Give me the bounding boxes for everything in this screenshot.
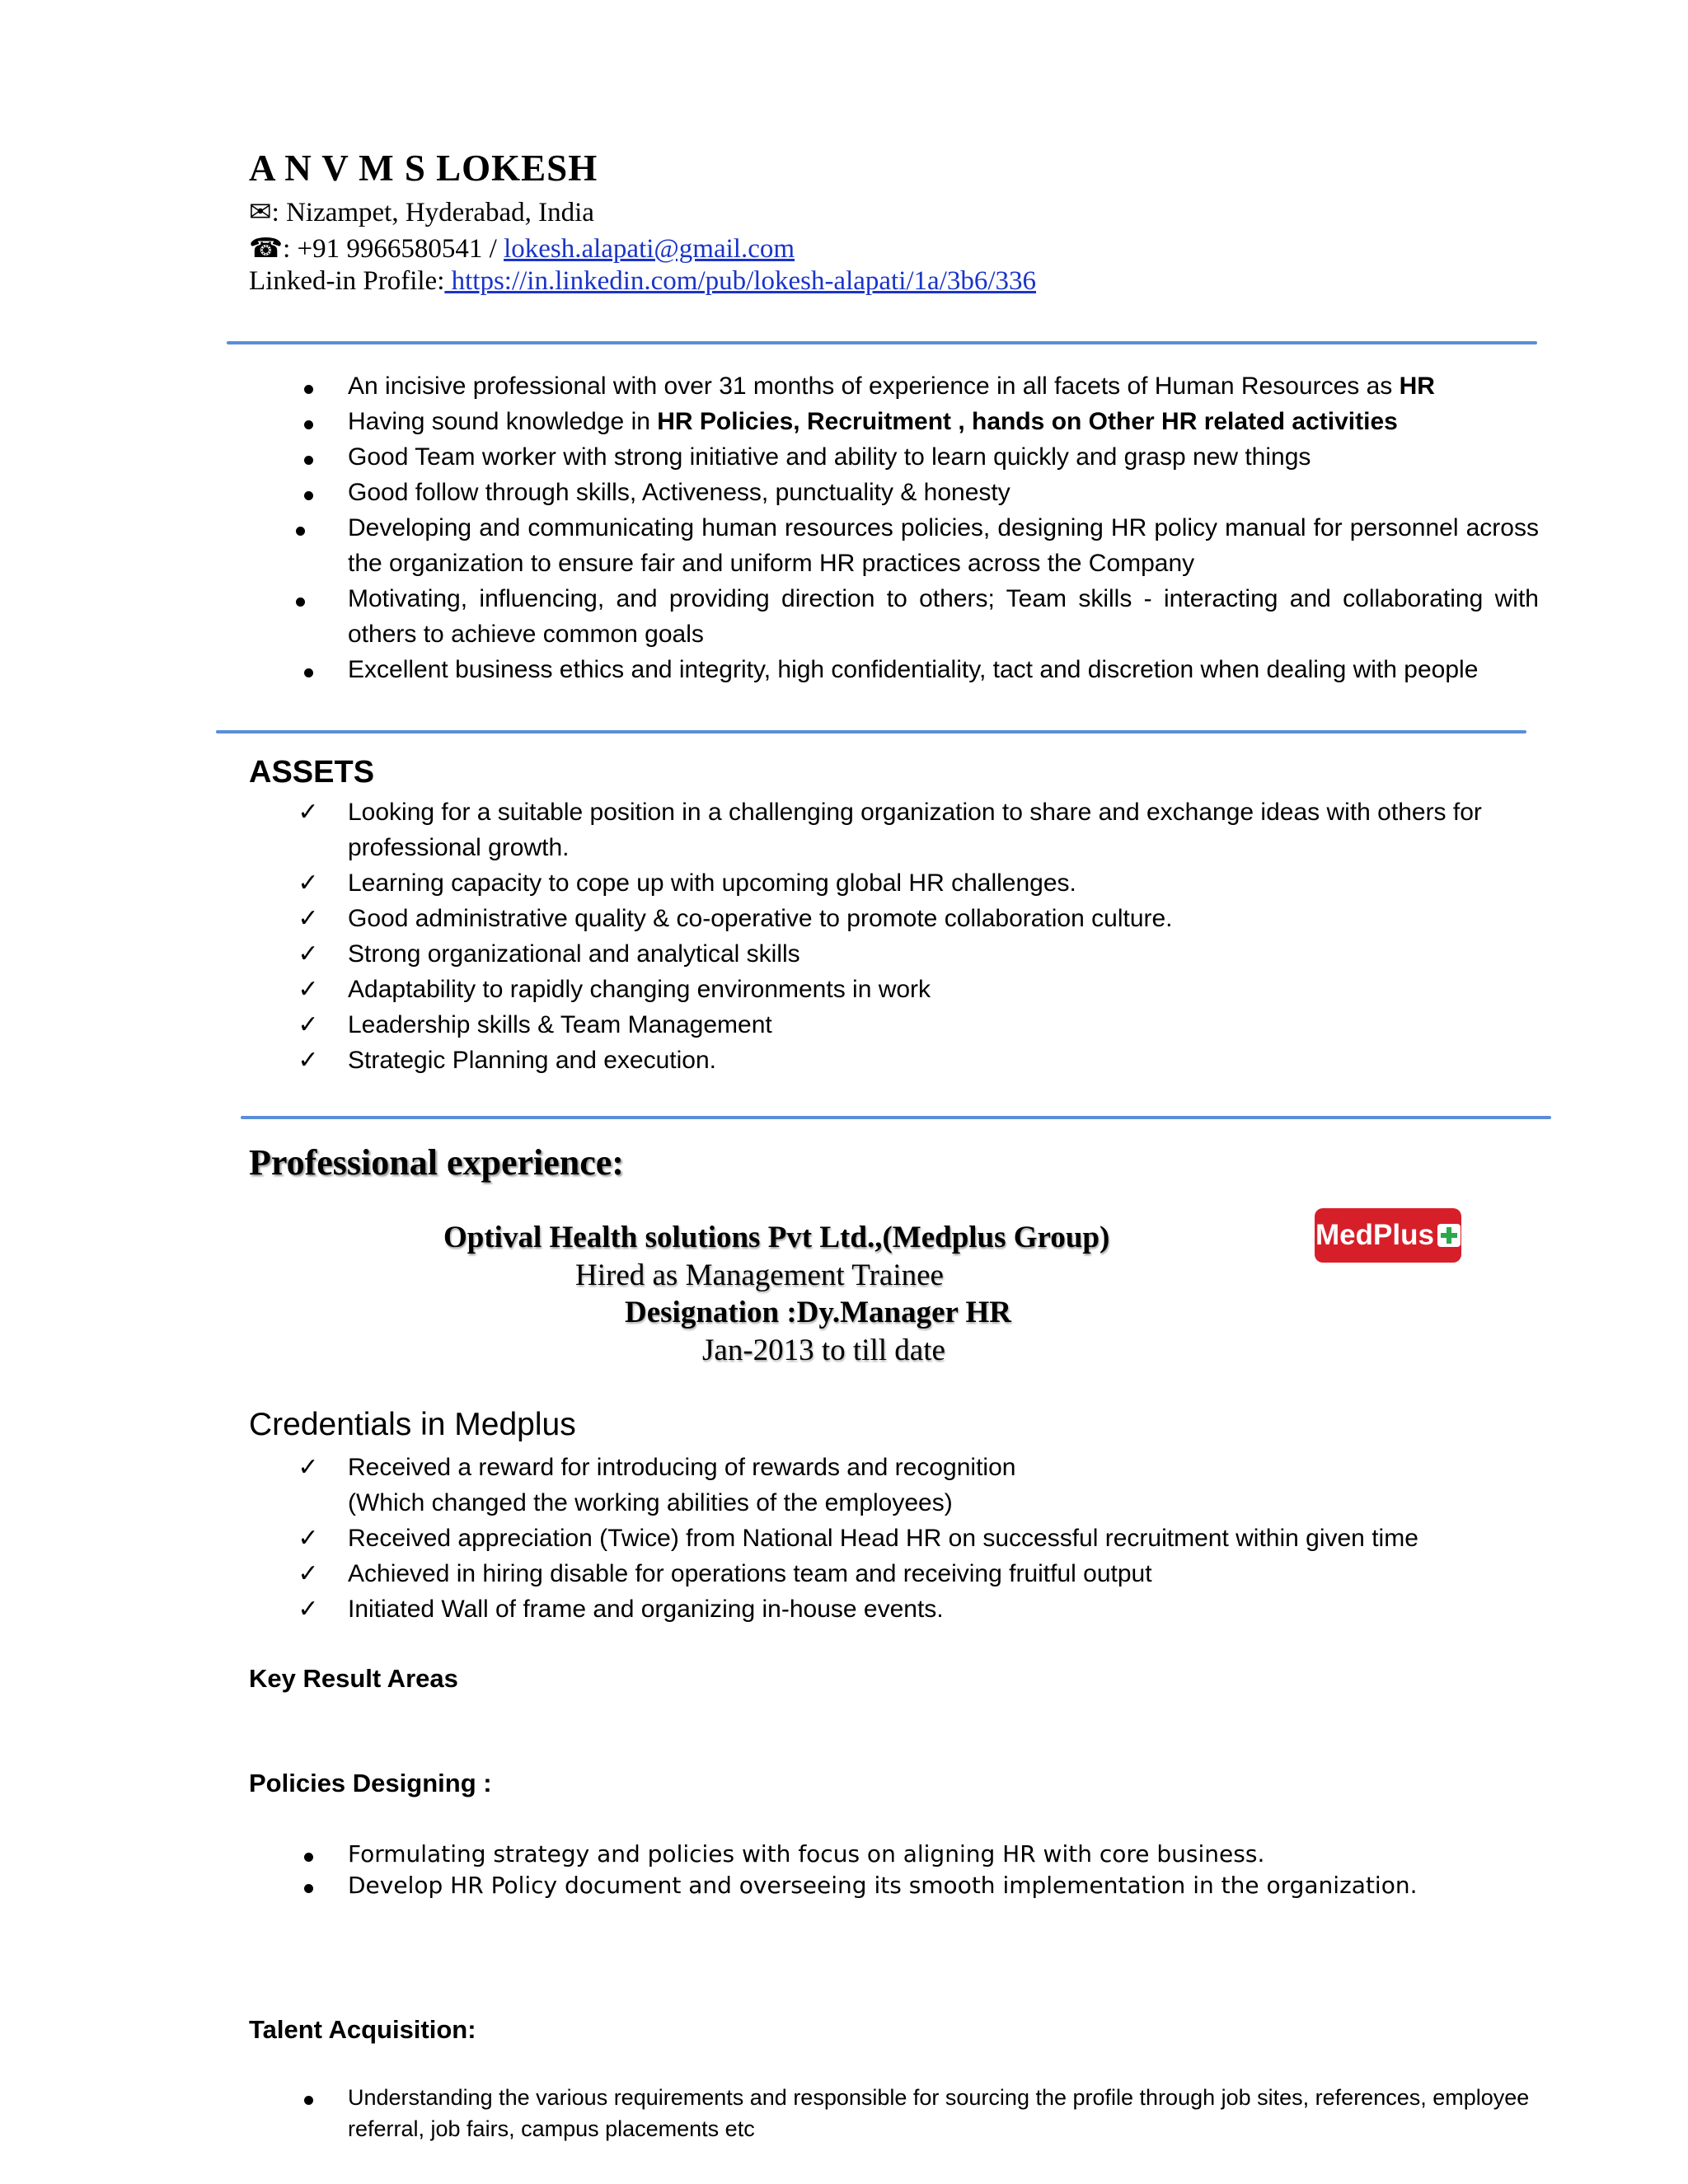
policies-list: [249, 1839, 1539, 1901]
list-item: Excellent business ethics and integrity, high confidentiality, tact and discretion when dealing with people: [249, 652, 1539, 687]
telephone-icon: ☎: [249, 234, 284, 264]
list-item: ✓ Leadership skills & Team Management: [249, 1007, 1539, 1043]
list-item: ✓ Strategic Planning and execution.: [249, 1043, 1539, 1078]
hired-as: Hired as Management Trainee: [575, 1258, 944, 1292]
list-item: An incisive professional with over 31 months of experience in all facets of Human Resources as HR: [249, 368, 1539, 404]
talent-list: [249, 2082, 1539, 2144]
divider: [227, 341, 1537, 344]
checkmark-icon: ✓: [298, 976, 319, 1003]
linkedin-link[interactable]: https://in.linkedin.com/pub/lokesh-alapati/1a/3b6/336: [444, 266, 1037, 296]
credentials-heading: Credentials in Medplus: [249, 1407, 576, 1442]
list-item: ✓ Learning capacity to cope up with upcoming global HR challenges.: [249, 865, 1539, 901]
summary-list: [249, 368, 1539, 687]
list-item: Motivating, influencing, and providing direction to others; Team skills - interacting and collaborating with others to achieve common goals: [249, 581, 1539, 652]
experience-heading: Professional experience:: [249, 1142, 624, 1183]
linkedin-line: [249, 266, 1036, 297]
list-item: Good Team worker with strong initiative and ability to learn quickly and grasp new things: [249, 439, 1539, 475]
linkedin-label: Linked-in Profile:: [249, 266, 445, 296]
checkmark-icon: ✓: [298, 1560, 319, 1587]
list-item: ✓ Adaptability to rapidly changing environments in work: [249, 972, 1539, 1007]
envelope-icon: ✉: [249, 198, 272, 227]
plus-icon: [1437, 1224, 1461, 1247]
address-line: [249, 195, 594, 228]
checkmark-icon: ✓: [298, 1011, 319, 1038]
checkmark-icon: ✓: [298, 869, 319, 897]
checkmark-icon: ✓: [298, 1596, 319, 1623]
assets-heading: ASSETS: [249, 755, 375, 790]
email-link[interactable]: lokesh.alapati@gmail.com: [504, 234, 795, 264]
divider: [216, 730, 1526, 733]
list-item: ✓ Received a reward for introducing of rewards and recognition: [249, 1450, 1539, 1485]
list-item: ✓ Good administrative quality & co-operative to promote collaboration culture.: [249, 901, 1539, 936]
bullet-icon: [296, 527, 305, 536]
list-item: Understanding the various requirements and responsible for sourcing the profile through job sites, references, employee referral, job fairs, campus placements etc: [249, 2082, 1539, 2144]
list-item: Having sound knowledge in HR Policies, Recruitment , hands on Other HR related activities: [249, 404, 1539, 439]
bullet-icon: [304, 1853, 313, 1862]
checkmark-icon: ✓: [298, 1525, 319, 1552]
list-item: Formulating strategy and policies with focus on aligning HR with core business.: [249, 1839, 1539, 1870]
list-item: ✓ Strong organizational and analytical skills: [249, 936, 1539, 972]
talent-heading: Talent Acquisition:: [249, 2015, 476, 2044]
bullet-icon: [304, 668, 313, 677]
employment-period: Jan-2013 to till date: [702, 1333, 945, 1367]
list-item: ✓ Looking for a suitable position in a challenging organization to share and exchange ideas with others for professional growth.: [249, 794, 1539, 865]
bullet-icon: [304, 491, 313, 500]
phone-text: : +91 9966580541 /: [283, 234, 504, 264]
policies-heading: Policies Designing :: [249, 1769, 492, 1797]
medplus-logo: MedPlus: [1315, 1208, 1461, 1263]
checkmark-icon: ✓: [298, 905, 319, 932]
list-item: (Which changed the working abilities of the employees): [348, 1489, 953, 1516]
bullet-icon: [304, 420, 313, 429]
list-item: ✓ Received appreciation (Twice) from National Head HR on successful recruitment within given time: [249, 1521, 1539, 1556]
candidate-name: A N V M S LOKESH: [249, 148, 598, 189]
bullet-icon: [304, 385, 313, 394]
checkmark-icon: ✓: [298, 940, 319, 968]
address-text: : Nizampet, Hyderabad, India: [271, 198, 594, 227]
phone-email-line: [249, 232, 795, 265]
designation: Designation :Dy.Manager HR: [625, 1296, 1012, 1329]
list-item: ✓ Initiated Wall of frame and organizing in-house events.: [249, 1591, 1539, 1627]
company-name: Optival Health solutions Pvt Ltd.,(Medplus Group): [443, 1221, 1110, 1254]
kra-heading: Key Result Areas: [249, 1664, 458, 1693]
checkmark-icon: ✓: [298, 799, 319, 826]
list-item: Developing and communicating human resources policies, designing HR policy manual for personnel across the organization to ensure fair and uniform HR practices across the Company: [249, 510, 1539, 581]
bullet-icon: [304, 2096, 313, 2105]
bullet-icon: [304, 456, 313, 465]
credentials-list: [249, 1450, 1539, 1627]
list-item: Develop HR Policy document and overseeing its smooth implementation in the organization.: [249, 1870, 1539, 1901]
assets-list: [249, 794, 1539, 1078]
list-item: ✓ Achieved in hiring disable for operations team and receiving fruitful output: [249, 1556, 1539, 1591]
checkmark-icon: ✓: [298, 1047, 319, 1074]
bullet-icon: [296, 598, 305, 607]
list-item: Good follow through skills, Activeness, punctuality & honesty: [249, 475, 1539, 510]
bullet-icon: [304, 1884, 313, 1893]
divider: [241, 1116, 1551, 1119]
checkmark-icon: ✓: [298, 1454, 319, 1481]
